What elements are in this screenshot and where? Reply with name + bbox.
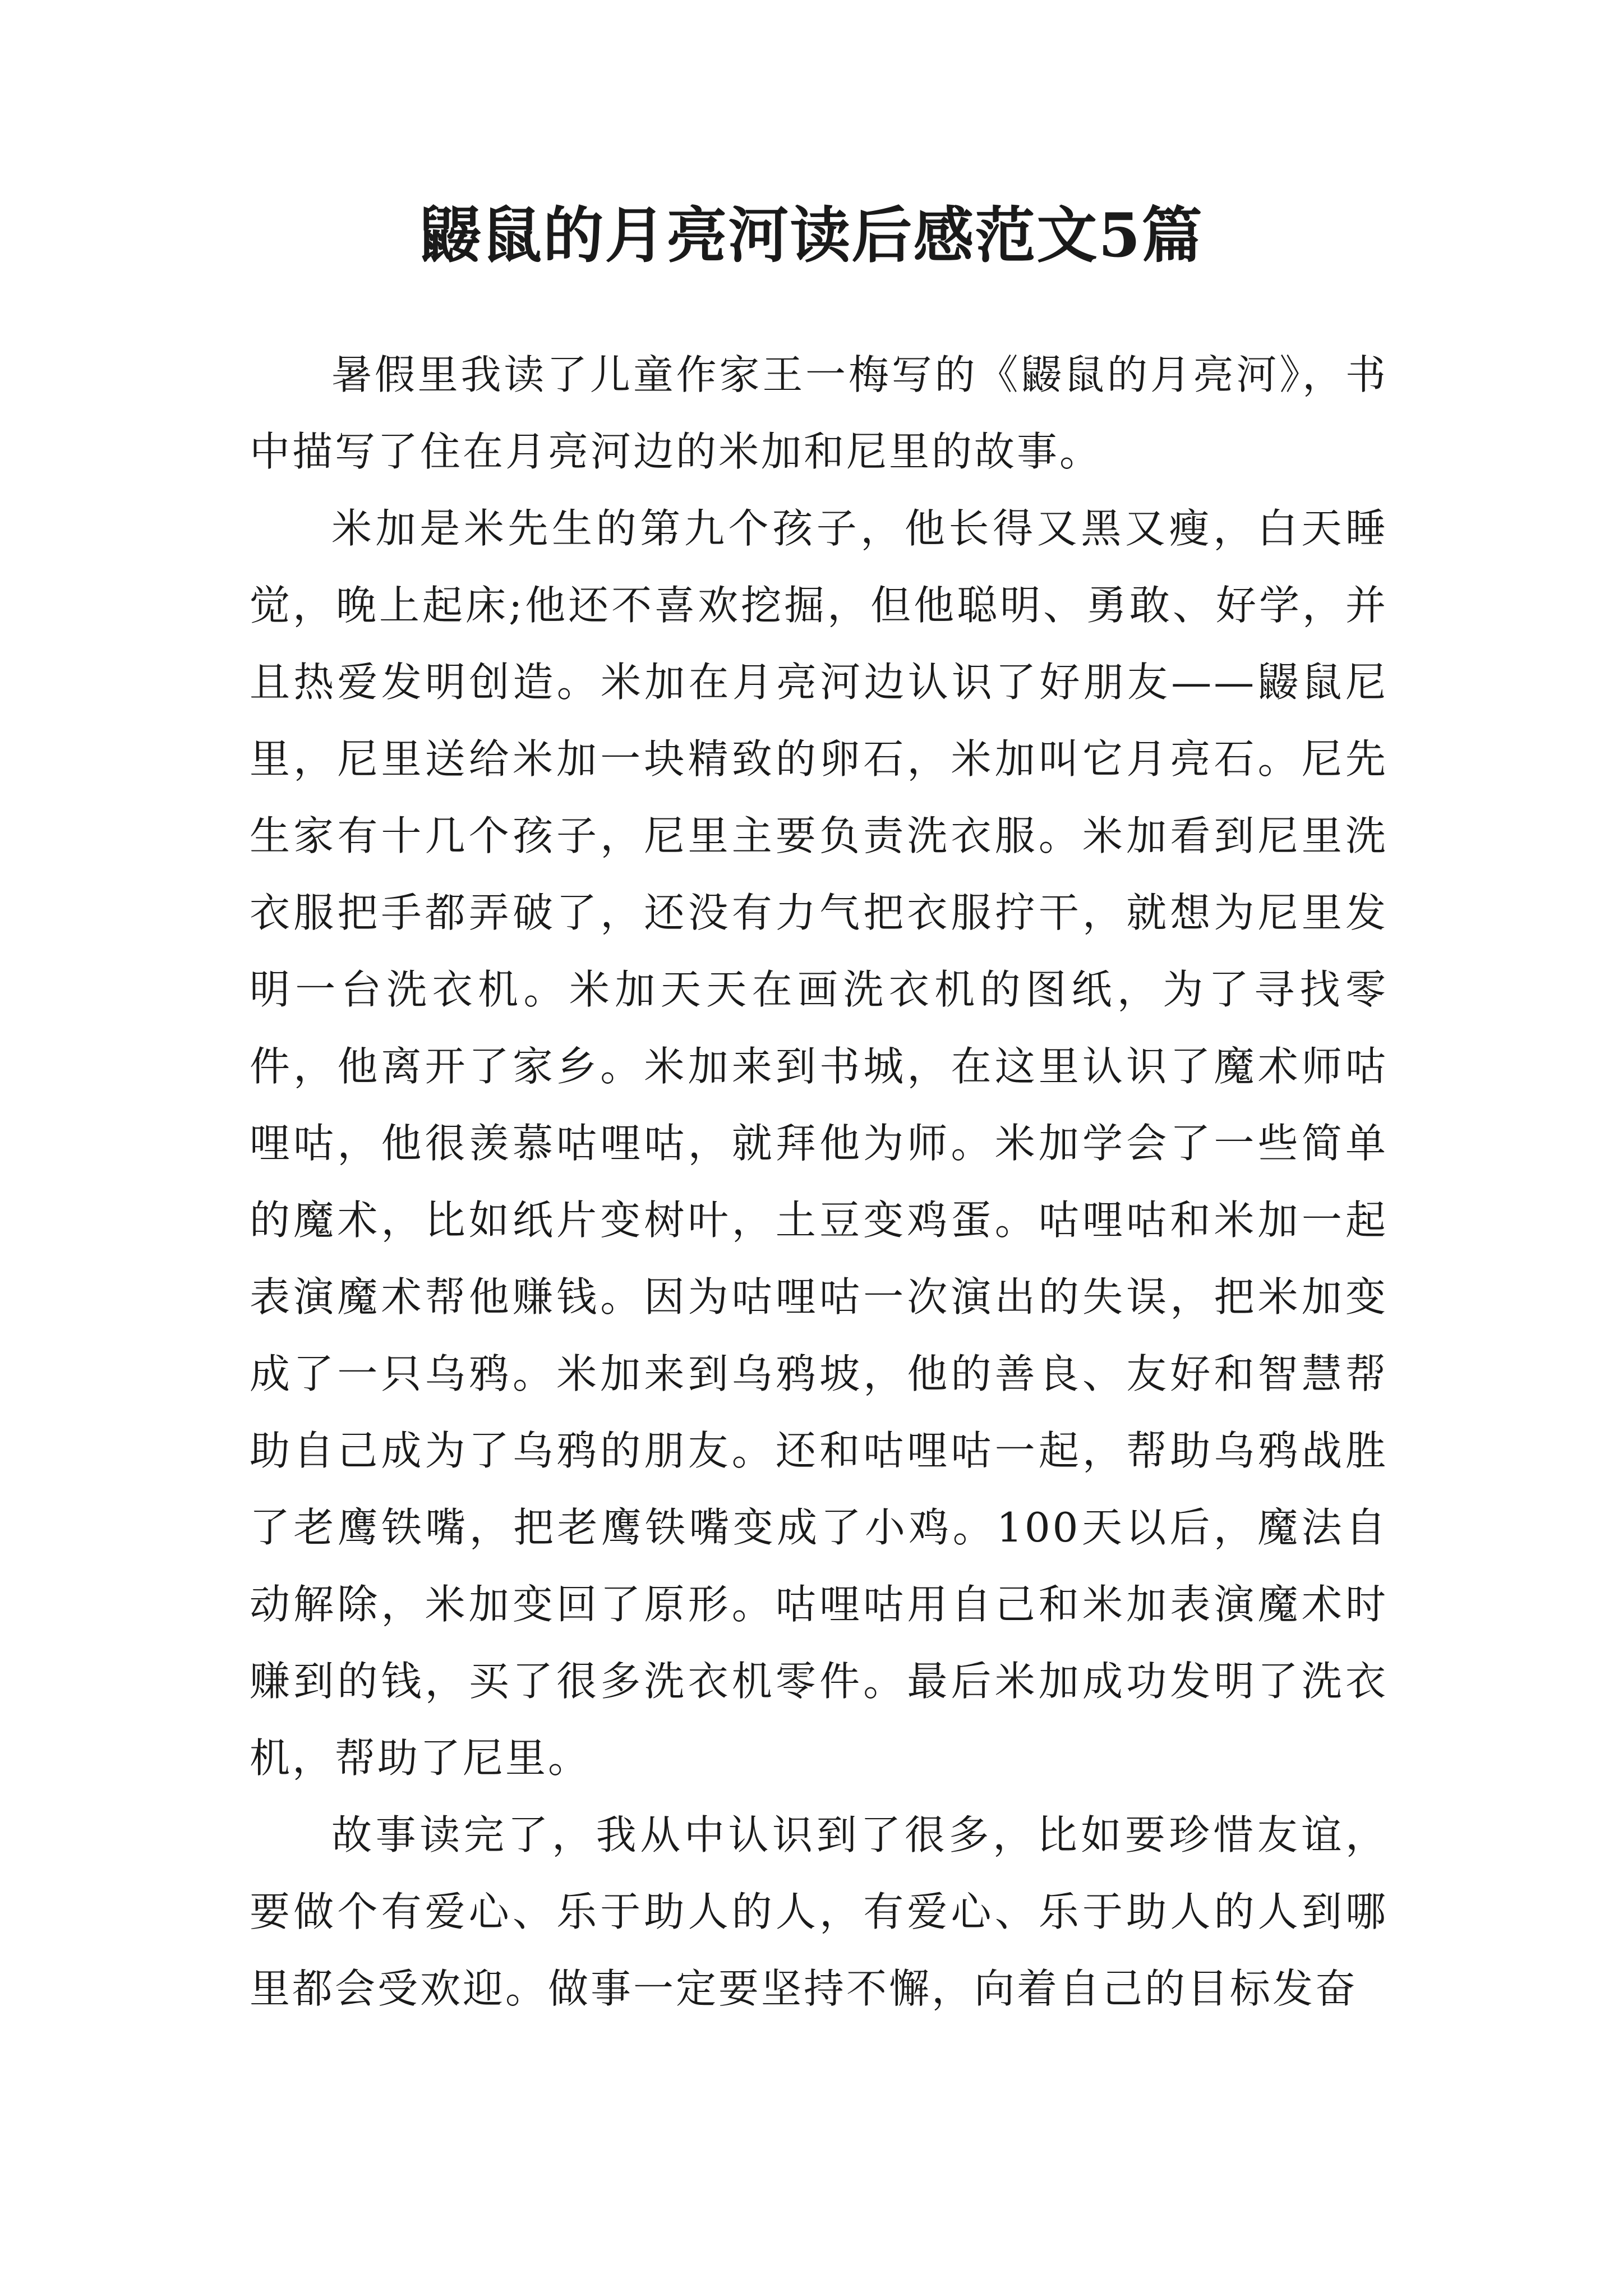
paragraph-intro: 暑假里我读了儿童作家王一梅写的《鼹鼠的月亮河》，书中描写了住在月亮河边的米加和尼里的故事。 [250, 351, 1388, 475]
document-title: 鼹鼠的月亮河读后感范文5篇 [419, 200, 1204, 271]
paragraph-reflection: 故事读完了，我从中认识到了很多，比如要珍惜友谊，要做个有爱心、乐于助人的人，有爱心、乐于助人的人到哪里都会受欢迎。做事一定要坚持不懈，向着自己的目标发奋 [250, 1811, 1388, 2012]
document-body [250, 337, 1388, 2027]
paragraph-story: 米加是米先生的第九个孩子，他长得又黑又瘦，白天睡觉，晚上起床;他还不喜欢挖掘，但他聪明、勇敢、好学，并且热爱发明创造。米加在月亮河边认识了好朋友——鼹鼠尼里，尼里送给米加一块精致的卵石，米加叫它月亮石。尼先生家有十几个孩子，尼里主要负责洗衣服。米加看到尼里洗衣服把手都弄破了，还没有力气把衣服拧干，就想为尼里发明一台洗衣机。米加天天在画洗衣机的图纸，为了寻找零件，他离开了家乡。米加来到书城，在这里认识了魔术师咕哩咕，他很羡慕咕哩咕，就拜他为师。米加学会了一些简单的魔术，比如纸片变树叶，土豆变鸡蛋。咕哩咕和米加一起表演魔术帮他赚钱。因为咕哩咕一次演出的失误，把米加变成了一只乌鸦。米加来到乌鸦坡，他的善良、友好和智慧帮助自己成为了乌鸦的朋友。还和咕哩咕一起，帮助乌鸦战胜了老鹰铁嘴，把老鹰铁嘴变成了小鸡。100天以后，魔法自动解除，米加变回了原形。咕哩咕用自己和米加表演魔术时赚到的钱，买了很多洗衣机零件。最后米加成功发明了洗衣机，帮助了尼里。 [250, 505, 1388, 1782]
